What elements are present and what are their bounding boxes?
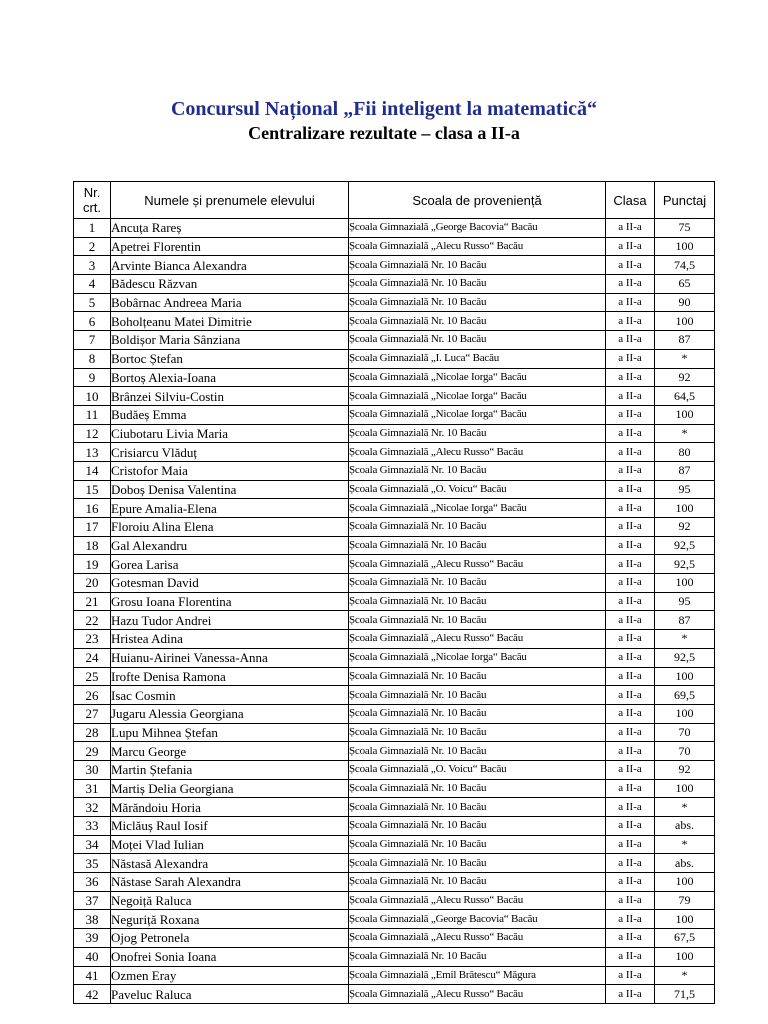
cell-nr: 15 <box>74 480 111 499</box>
cell-student-name: Martin Ștefania <box>111 760 349 779</box>
cell-student-name: Budăeș Emma <box>111 405 349 424</box>
table-row <box>74 368 715 387</box>
table-row <box>74 405 715 424</box>
cell-nr: 9 <box>74 368 111 387</box>
cell-nr: 33 <box>74 817 111 836</box>
cell-school: Școala Gimnazială „Alecu Russo“ Bacău <box>349 443 606 462</box>
cell-nr: 31 <box>74 779 111 798</box>
cell-nr: 4 <box>74 275 111 294</box>
cell-class: a II-a <box>606 667 655 686</box>
cell-nr: 23 <box>74 630 111 649</box>
table-row <box>74 798 715 817</box>
cell-class: a II-a <box>606 835 655 854</box>
cell-score: abs. <box>655 854 715 873</box>
cell-nr: 30 <box>74 760 111 779</box>
cell-student-name: Huianu-Airinei Vanessa-Anna <box>111 648 349 667</box>
column-header-name: Numele și prenumele elevului <box>111 182 349 219</box>
cell-score: 92,5 <box>655 555 715 574</box>
cell-class: a II-a <box>606 854 655 873</box>
cell-score: 74,5 <box>655 256 715 275</box>
cell-nr: 7 <box>74 331 111 350</box>
table-row <box>74 443 715 462</box>
table-row <box>74 891 715 910</box>
cell-nr: 36 <box>74 873 111 892</box>
cell-class: a II-a <box>606 368 655 387</box>
cell-school: Școala Gimnazială „I. Luca“ Bacău <box>349 349 606 368</box>
cell-student-name: Hristea Adina <box>111 630 349 649</box>
table-row <box>74 256 715 275</box>
cell-school: Școala Gimnazială „O. Voicu“ Bacău <box>349 760 606 779</box>
cell-nr: 32 <box>74 798 111 817</box>
cell-student-name: Jugaru Alessia Georgiana <box>111 704 349 723</box>
table-row <box>74 349 715 368</box>
cell-student-name: Martiș Delia Georgiana <box>111 779 349 798</box>
table-row <box>74 648 715 667</box>
cell-student-name: Ciubotaru Livia Maria <box>111 424 349 443</box>
column-header-school: Scoala de proveniență <box>349 182 606 219</box>
cell-nr: 34 <box>74 835 111 854</box>
cell-school: Școala Gimnazială „Nicolae Iorga“ Bacău <box>349 387 606 406</box>
table-row <box>74 985 715 1004</box>
cell-school: Școala Gimnazială Nr. 10 Bacău <box>349 835 606 854</box>
page-title: Concursul Național „Fii inteligent la matematică“ <box>170 98 598 120</box>
cell-school: Școala Gimnazială Nr. 10 Bacău <box>349 686 606 705</box>
cell-class: a II-a <box>606 293 655 312</box>
cell-nr: 10 <box>74 387 111 406</box>
cell-class: a II-a <box>606 910 655 929</box>
cell-score: 100 <box>655 312 715 331</box>
table-row <box>74 817 715 836</box>
table-row <box>74 742 715 761</box>
cell-class: a II-a <box>606 611 655 630</box>
cell-class: a II-a <box>606 331 655 350</box>
cell-student-name: Gotesman David <box>111 574 349 593</box>
cell-nr: 28 <box>74 723 111 742</box>
table-row <box>74 630 715 649</box>
cell-class: a II-a <box>606 723 655 742</box>
cell-score: 64,5 <box>655 387 715 406</box>
cell-student-name: Bortoș Alexia-Ioana <box>111 368 349 387</box>
table-row <box>74 536 715 555</box>
cell-school: Școala Gimnazială „George Bacovia“ Bacău <box>349 219 606 238</box>
cell-school: Școala Gimnazială Nr. 10 Bacău <box>349 461 606 480</box>
cell-school: Școala Gimnazială Nr. 10 Bacău <box>349 704 606 723</box>
cell-score: 92,5 <box>655 536 715 555</box>
cell-student-name: Gorea Larisa <box>111 555 349 574</box>
cell-class: a II-a <box>606 891 655 910</box>
cell-class: a II-a <box>606 461 655 480</box>
results-table <box>73 181 715 1004</box>
cell-class: a II-a <box>606 443 655 462</box>
cell-nr: 42 <box>74 985 111 1004</box>
table-row <box>74 387 715 406</box>
cell-school: Școala Gimnazială Nr. 10 Bacău <box>349 518 606 537</box>
cell-nr: 14 <box>74 461 111 480</box>
cell-school: Școala Gimnazială „Nicolae Iorga“ Bacău <box>349 405 606 424</box>
cell-class: a II-a <box>606 873 655 892</box>
cell-nr: 35 <box>74 854 111 873</box>
cell-class: a II-a <box>606 499 655 518</box>
cell-student-name: Onofrei Sonia Ioana <box>111 947 349 966</box>
cell-class: a II-a <box>606 704 655 723</box>
cell-school: Școala Gimnazială „Alecu Russo“ Bacău <box>349 891 606 910</box>
cell-student-name: Arvinte Bianca Alexandra <box>111 256 349 275</box>
cell-school: Școala Gimnazială „Alecu Russo“ Bacău <box>349 985 606 1004</box>
table-row <box>74 966 715 985</box>
cell-class: a II-a <box>606 742 655 761</box>
cell-school: Școala Gimnazială „Alecu Russo“ Bacău <box>349 555 606 574</box>
cell-student-name: Doboș Denisa Valentina <box>111 480 349 499</box>
cell-student-name: Crisiarcu Vlăduț <box>111 443 349 462</box>
cell-score: 100 <box>655 405 715 424</box>
cell-nr: 29 <box>74 742 111 761</box>
cell-student-name: Apetrei Florentin <box>111 237 349 256</box>
table-row <box>74 312 715 331</box>
cell-class: a II-a <box>606 387 655 406</box>
cell-class: a II-a <box>606 424 655 443</box>
cell-score: 100 <box>655 704 715 723</box>
cell-score: 75 <box>655 219 715 238</box>
cell-nr: 17 <box>74 518 111 537</box>
cell-score: * <box>655 798 715 817</box>
cell-score: 71,5 <box>655 985 715 1004</box>
cell-student-name: Grosu Ioana Florentina <box>111 592 349 611</box>
cell-score: 100 <box>655 667 715 686</box>
cell-student-name: Moței Vlad Iulian <box>111 835 349 854</box>
cell-class: a II-a <box>606 256 655 275</box>
cell-student-name: Isac Cosmin <box>111 686 349 705</box>
cell-score: 70 <box>655 742 715 761</box>
cell-school: Școala Gimnazială „Nicolae Iorga“ Bacău <box>349 368 606 387</box>
cell-class: a II-a <box>606 985 655 1004</box>
cell-score: 100 <box>655 947 715 966</box>
cell-class: a II-a <box>606 536 655 555</box>
cell-school: Școala Gimnazială Nr. 10 Bacău <box>349 611 606 630</box>
table-row <box>74 723 715 742</box>
cell-school: Școala Gimnazială Nr. 10 Bacău <box>349 293 606 312</box>
cell-score: 69,5 <box>655 686 715 705</box>
cell-student-name: Gal Alexandru <box>111 536 349 555</box>
cell-school: Școala Gimnazială Nr. 10 Bacău <box>349 667 606 686</box>
cell-nr: 12 <box>74 424 111 443</box>
cell-school: Școala Gimnazială Nr. 10 Bacău <box>349 275 606 294</box>
cell-student-name: Bădescu Răzvan <box>111 275 349 294</box>
cell-class: a II-a <box>606 592 655 611</box>
cell-nr: 13 <box>74 443 111 462</box>
cell-nr: 5 <box>74 293 111 312</box>
cell-student-name: Brânzei Silviu-Costin <box>111 387 349 406</box>
cell-class: a II-a <box>606 929 655 948</box>
cell-class: a II-a <box>606 312 655 331</box>
cell-nr: 38 <box>74 910 111 929</box>
table-row <box>74 592 715 611</box>
cell-nr: 21 <box>74 592 111 611</box>
cell-nr: 24 <box>74 648 111 667</box>
cell-class: a II-a <box>606 574 655 593</box>
cell-school: Școala Gimnazială Nr. 10 Bacău <box>349 947 606 966</box>
table-row <box>74 779 715 798</box>
cell-student-name: Ojog Petronela <box>111 929 349 948</box>
cell-nr: 39 <box>74 929 111 948</box>
cell-class: a II-a <box>606 555 655 574</box>
cell-student-name: Miclăuș Raul Iosif <box>111 817 349 836</box>
cell-class: a II-a <box>606 237 655 256</box>
cell-student-name: Bortoc Ștefan <box>111 349 349 368</box>
cell-score: 100 <box>655 910 715 929</box>
table-row <box>74 331 715 350</box>
cell-school: Școala Gimnazială „O. Voicu“ Bacău <box>349 480 606 499</box>
cell-score: 87 <box>655 331 715 350</box>
cell-score: * <box>655 835 715 854</box>
cell-class: a II-a <box>606 405 655 424</box>
cell-student-name: Năstasă Alexandra <box>111 854 349 873</box>
cell-student-name: Cristofor Maia <box>111 461 349 480</box>
cell-school: Școala Gimnazială „Emil Brătescu“ Măgura <box>349 966 606 985</box>
cell-school: Școala Gimnazială Nr. 10 Bacău <box>349 312 606 331</box>
cell-student-name: Neguriță Roxana <box>111 910 349 929</box>
cell-nr: 11 <box>74 405 111 424</box>
cell-school: Școala Gimnazială Nr. 10 Bacău <box>349 854 606 873</box>
cell-class: a II-a <box>606 798 655 817</box>
cell-student-name: Bobârnac Andreea Maria <box>111 293 349 312</box>
table-row <box>74 704 715 723</box>
cell-student-name: Hazu Tudor Andrei <box>111 611 349 630</box>
cell-school: Școala Gimnazială Nr. 10 Bacău <box>349 536 606 555</box>
cell-score: 95 <box>655 480 715 499</box>
cell-school: Școala Gimnazială „Nicolae Iorga“ Bacău <box>349 648 606 667</box>
cell-class: a II-a <box>606 966 655 985</box>
table-row <box>74 611 715 630</box>
cell-school: Școala Gimnazială Nr. 10 Bacău <box>349 723 606 742</box>
cell-score: 92,5 <box>655 648 715 667</box>
cell-nr: 18 <box>74 536 111 555</box>
cell-class: a II-a <box>606 630 655 649</box>
cell-student-name: Boldișor Maria Sânziana <box>111 331 349 350</box>
table-row <box>74 760 715 779</box>
page-subtitle: Centralizare rezultate – clasa a II-a <box>248 123 520 143</box>
cell-student-name: Lupu Mihnea Ștefan <box>111 723 349 742</box>
cell-student-name: Boholțeanu Matei Dimitrie <box>111 312 349 331</box>
cell-school: Școala Gimnazială Nr. 10 Bacău <box>349 798 606 817</box>
cell-nr: 20 <box>74 574 111 593</box>
table-row <box>74 480 715 499</box>
cell-score: 65 <box>655 275 715 294</box>
cell-score: 100 <box>655 574 715 593</box>
cell-student-name: Ancuța Rareș <box>111 219 349 238</box>
cell-class: a II-a <box>606 779 655 798</box>
cell-nr: 37 <box>74 891 111 910</box>
cell-school: Școala Gimnazială Nr. 10 Bacău <box>349 779 606 798</box>
cell-nr: 2 <box>74 237 111 256</box>
cell-nr: 6 <box>74 312 111 331</box>
table-row <box>74 667 715 686</box>
cell-student-name: Epure Amalia-Elena <box>111 499 349 518</box>
cell-school: Școala Gimnazială „Nicolae Iorga“ Bacău <box>349 499 606 518</box>
table-row <box>74 293 715 312</box>
cell-nr: 22 <box>74 611 111 630</box>
cell-score: 100 <box>655 499 715 518</box>
cell-score: abs. <box>655 817 715 836</box>
table-row <box>74 947 715 966</box>
cell-student-name: Irofte Denisa Ramona <box>111 667 349 686</box>
table-row <box>74 219 715 238</box>
cell-score: 80 <box>655 443 715 462</box>
cell-nr: 19 <box>74 555 111 574</box>
cell-class: a II-a <box>606 947 655 966</box>
cell-school: Școala Gimnazială Nr. 10 Bacău <box>349 817 606 836</box>
cell-score: 79 <box>655 891 715 910</box>
cell-student-name: Mărăndoiu Horia <box>111 798 349 817</box>
column-header-class: Clasa <box>606 182 655 219</box>
cell-school: Școala Gimnazială „Alecu Russo“ Bacău <box>349 630 606 649</box>
cell-nr: 3 <box>74 256 111 275</box>
cell-score: * <box>655 424 715 443</box>
cell-student-name: Paveluc Raluca <box>111 985 349 1004</box>
cell-score: 90 <box>655 293 715 312</box>
cell-nr: 1 <box>74 219 111 238</box>
table-row <box>74 854 715 873</box>
cell-class: a II-a <box>606 518 655 537</box>
cell-score: 95 <box>655 592 715 611</box>
cell-score: * <box>655 966 715 985</box>
cell-score: 92 <box>655 368 715 387</box>
table-row <box>74 237 715 256</box>
table-row <box>74 275 715 294</box>
cell-score: 87 <box>655 461 715 480</box>
table-row <box>74 835 715 854</box>
cell-score: 92 <box>655 518 715 537</box>
table-body <box>74 219 715 1004</box>
cell-school: Școala Gimnazială Nr. 10 Bacău <box>349 574 606 593</box>
cell-student-name: Marcu George <box>111 742 349 761</box>
cell-score: * <box>655 349 715 368</box>
cell-student-name: Negoiță Raluca <box>111 891 349 910</box>
cell-nr: 27 <box>74 704 111 723</box>
table-row <box>74 574 715 593</box>
cell-school: Școala Gimnazială „Alecu Russo“ Bacău <box>349 929 606 948</box>
cell-school: Școala Gimnazială Nr. 10 Bacău <box>349 592 606 611</box>
table-row <box>74 461 715 480</box>
cell-school: Școala Gimnazială Nr. 10 Bacău <box>349 331 606 350</box>
cell-class: a II-a <box>606 275 655 294</box>
cell-nr: 16 <box>74 499 111 518</box>
cell-student-name: Floroiu Alina Elena <box>111 518 349 537</box>
cell-school: Școala Gimnazială Nr. 10 Bacău <box>349 256 606 275</box>
cell-score: 92 <box>655 760 715 779</box>
table-row <box>74 424 715 443</box>
cell-class: a II-a <box>606 219 655 238</box>
cell-score: 87 <box>655 611 715 630</box>
cell-class: a II-a <box>606 480 655 499</box>
cell-score: 100 <box>655 779 715 798</box>
cell-nr: 26 <box>74 686 111 705</box>
cell-class: a II-a <box>606 686 655 705</box>
cell-nr: 25 <box>74 667 111 686</box>
table-header-row <box>74 182 715 219</box>
cell-student-name: Năstase Sarah Alexandra <box>111 873 349 892</box>
cell-score: 100 <box>655 237 715 256</box>
cell-student-name: Ozmen Eray <box>111 966 349 985</box>
cell-class: a II-a <box>606 760 655 779</box>
column-header-nr: Nr. crt. <box>74 182 111 219</box>
cell-nr: 40 <box>74 947 111 966</box>
cell-school: Școala Gimnazială „Alecu Russo“ Bacău <box>349 237 606 256</box>
cell-score: 67,5 <box>655 929 715 948</box>
table-row <box>74 499 715 518</box>
table-row <box>74 873 715 892</box>
table-row <box>74 929 715 948</box>
cell-school: Școala Gimnazială Nr. 10 Bacău <box>349 742 606 761</box>
table-row <box>74 555 715 574</box>
cell-score: 70 <box>655 723 715 742</box>
cell-score: * <box>655 630 715 649</box>
table-row <box>74 518 715 537</box>
cell-nr: 8 <box>74 349 111 368</box>
table-row <box>74 686 715 705</box>
cell-nr: 41 <box>74 966 111 985</box>
cell-school: Școala Gimnazială Nr. 10 Bacău <box>349 424 606 443</box>
cell-class: a II-a <box>606 349 655 368</box>
cell-school: Școala Gimnazială „George Bacovia“ Bacău <box>349 910 606 929</box>
cell-class: a II-a <box>606 817 655 836</box>
column-header-score: Punctaj <box>655 182 715 219</box>
cell-class: a II-a <box>606 648 655 667</box>
cell-school: Școala Gimnazială Nr. 10 Bacău <box>349 873 606 892</box>
cell-score: 100 <box>655 873 715 892</box>
table-row <box>74 910 715 929</box>
